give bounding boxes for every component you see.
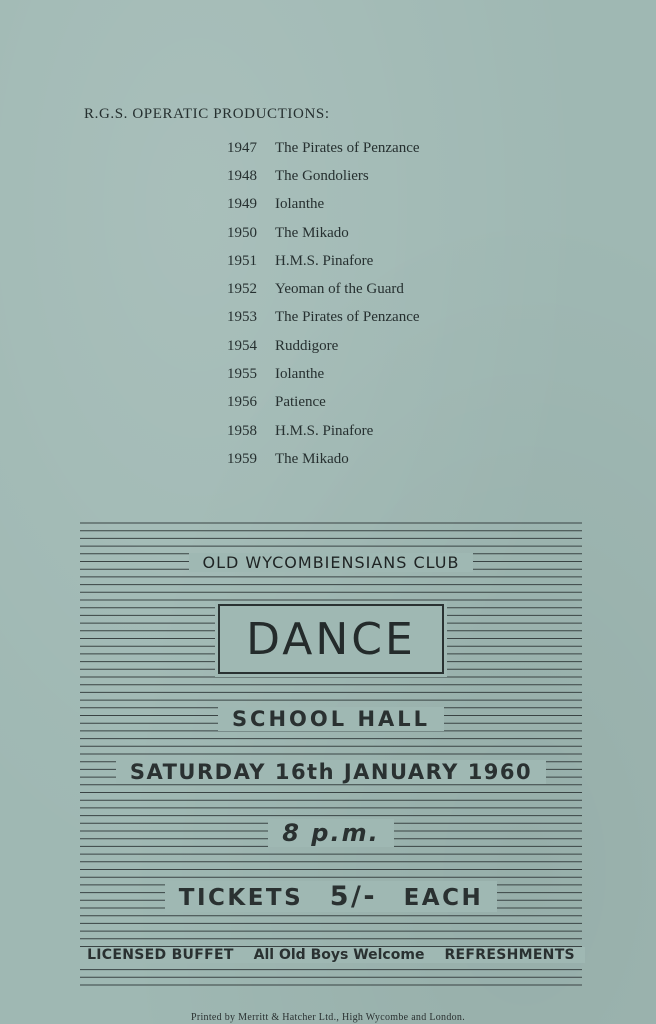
production-title: Ruddigore — [275, 337, 339, 354]
event-time: 8 p.m. — [80, 816, 582, 850]
production-title: Iolanthe — [275, 196, 325, 213]
production-year: 1953 — [227, 309, 257, 326]
production-title: The Mikado — [275, 224, 349, 241]
production-title: Yeoman of the Guard — [275, 281, 404, 298]
production-row — [227, 445, 420, 473]
production-row — [227, 389, 420, 417]
ticket-info — [80, 879, 582, 913]
production-row — [227, 275, 420, 303]
production-year: 1950 — [227, 224, 257, 241]
production-title: H.M.S. Pinafore — [275, 252, 374, 269]
production-title: The Pirates of Penzance — [275, 139, 420, 156]
production-row — [227, 247, 420, 275]
production-row — [227, 191, 420, 219]
production-year: 1951 — [227, 252, 257, 269]
tickets-label: TICKETS — [178, 884, 304, 911]
dance-title: DANCE — [246, 613, 416, 665]
production-row — [227, 134, 420, 162]
tickets-each: EACH — [403, 884, 484, 911]
production-row — [227, 332, 420, 360]
event-date: SATURDAY 16th JANUARY 1960 — [80, 757, 582, 787]
production-year: 1954 — [227, 337, 257, 354]
production-title: Iolanthe — [275, 366, 325, 383]
old-boys-welcome: All Old Boys Welcome — [253, 947, 425, 963]
production-year: 1958 — [227, 422, 257, 439]
production-row — [227, 417, 420, 445]
club-name: OLD WYCOMBIENSIANS CLUB — [80, 550, 582, 574]
production-year: 1948 — [227, 167, 257, 184]
refreshments: REFRESHMENTS — [444, 947, 575, 963]
productions-list — [227, 134, 420, 474]
production-title: H.M.S. Pinafore — [275, 422, 374, 439]
production-row — [227, 219, 420, 247]
production-title: Patience — [275, 394, 326, 411]
production-title: The Gondoliers — [275, 167, 369, 184]
licensed-buffet: LICENSED BUFFET — [87, 947, 234, 963]
advert-footer — [80, 942, 582, 968]
production-title: The Pirates of Penzance — [275, 309, 420, 326]
dance-advert — [80, 520, 582, 990]
productions-heading: R.G.S. OPERATIC PRODUCTIONS: — [84, 106, 330, 122]
tickets-price: 5/- — [329, 880, 378, 912]
production-row — [227, 304, 420, 332]
production-year: 1956 — [227, 394, 257, 411]
production-year: 1949 — [227, 196, 257, 213]
production-title: The Mikado — [275, 450, 349, 467]
ruled-lines-background — [80, 520, 582, 990]
printer-imprint: Printed by Merritt & Hatcher Ltd., High Wycombe and London. — [190, 1012, 466, 1023]
production-year: 1952 — [227, 281, 257, 298]
production-year: 1955 — [227, 366, 257, 383]
venue: SCHOOL HALL — [80, 704, 582, 734]
production-year: 1959 — [227, 450, 257, 467]
production-row — [227, 360, 420, 388]
production-row — [227, 162, 420, 190]
production-year: 1947 — [227, 139, 257, 156]
